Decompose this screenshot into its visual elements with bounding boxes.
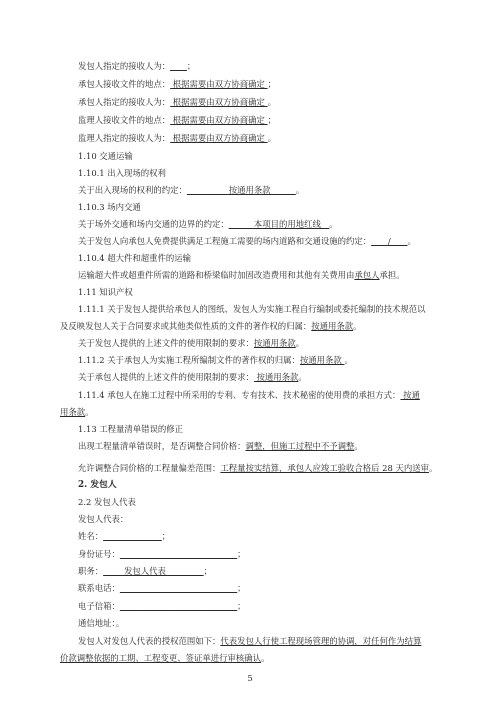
text-segment: 承包人指定的接收人为： <box>78 97 171 107</box>
underlined-text: 用条款 <box>60 407 86 417</box>
text-segment: 出现工程量清单错误时，是否调整合同价格： <box>78 441 246 451</box>
text-segment: 1.11.4 承包人在施工过程中所采用的专利、专有技术、技术秘密的使用费的承担方式： <box>78 390 401 400</box>
text-line <box>78 270 405 281</box>
text-segment: 1.10.4 超大件和超重件的运输 <box>78 253 192 263</box>
text-segment: 关于发包人向承包人免费提供满足工程施工需要的场内道路和交通设施的约定： <box>78 236 372 246</box>
underlined-text: 价款调整依据的工期、工程变更、签证单进行审核确认 <box>60 653 261 663</box>
text-line <box>78 79 276 90</box>
text-segment: 发包人代表： <box>78 514 129 524</box>
text-line <box>78 304 426 315</box>
text-line <box>78 566 212 577</box>
text-segment: 。 <box>428 463 438 473</box>
text-segment: 关于发包人提供的上述文件的使用限制的要求： <box>78 338 254 348</box>
text-segment: ； <box>267 79 276 89</box>
underlined-text: ____ <box>170 61 187 71</box>
text-segment: 。 <box>344 355 353 365</box>
text-segment: 发包人指定的接收人为： <box>78 61 171 71</box>
text-segment: 姓名： <box>78 531 104 541</box>
text-segment: 1.11 知识产权 <box>78 287 133 297</box>
underlined-text: 根据需要由双方协商确定 <box>170 133 268 143</box>
text-segment: 发包人对发包人代表的授权范围如下： <box>78 636 221 646</box>
text-segment: 。 <box>267 97 276 107</box>
text-line <box>78 601 246 612</box>
text-segment: 1.10.3 场内交通 <box>78 202 141 212</box>
text-line <box>60 321 362 332</box>
text-line <box>78 202 141 213</box>
text-segment: 1.13 工程量清单错误的修正 <box>78 424 184 434</box>
text-segment: 允许调整合同价格的工程量偏差范围： <box>78 463 221 473</box>
underlined-text: 调整，但施工过程中不予调整 <box>245 441 355 451</box>
text-segment: ； <box>186 61 196 71</box>
text-segment: 1.10.1 出入现场的权利 <box>78 168 166 178</box>
text-line <box>78 424 183 435</box>
underlined-text: 按通用条款 <box>253 372 299 382</box>
text-segment: 。 <box>115 618 125 628</box>
underlined-text: ____________________________ <box>119 549 238 559</box>
text-line <box>78 115 276 126</box>
text-line <box>60 653 269 664</box>
text-segment: 关于出入现场的权利的约定： <box>78 185 187 195</box>
text-line <box>78 253 191 264</box>
text-line <box>78 372 307 383</box>
text-segment: 。 <box>329 219 338 229</box>
text-line <box>78 185 304 196</box>
page-number: 5 <box>247 673 253 683</box>
underlined-text: 承包人 <box>354 270 380 280</box>
underlined-text: 按通用条款 <box>311 321 354 331</box>
text-segment: 。 <box>267 133 276 143</box>
text-segment: 承担。 <box>379 270 405 280</box>
text-segment: 2.2 发包人代表 <box>78 497 136 507</box>
text-segment: 。 <box>295 185 305 195</box>
underlined-text: 根据需要由双方协商确定 <box>170 115 268 125</box>
text-segment: 。 <box>261 653 270 663</box>
text-segment: 通信地址： <box>78 618 116 628</box>
text-segment: 。 <box>85 407 94 417</box>
text-segment: ； <box>237 601 246 611</box>
text-segment: 及反映发包人关于合同要求或其他类似性质的文件的著作权的归属： <box>60 321 312 331</box>
underlined-text: ____________________________ <box>119 583 238 593</box>
underlined-text: 按通 <box>400 390 420 400</box>
text-segment: 监理人接收文件的地点： <box>78 115 171 125</box>
text-segment: ； <box>203 566 212 576</box>
text-segment: 身份证号： <box>78 549 120 559</box>
text-segment: 。 <box>353 321 362 331</box>
text-line <box>78 355 353 366</box>
text-line <box>78 338 304 349</box>
text-segment: 1.11.2 关于承包人为实施工程所编制文件的著作权的归属： <box>78 355 300 365</box>
underlined-text: 工程量按实结算，承包人应竣工验收合格后 28 天内送审 <box>220 463 429 473</box>
underlined-text: 代表发包人行使工程现场管理的协调，对任何作为结算 <box>220 636 422 646</box>
underlined-text: ____________________________ <box>119 601 238 611</box>
text-line <box>78 549 246 560</box>
text-line <box>78 463 437 474</box>
underlined-text: _____发包人代表_________ <box>103 566 204 576</box>
underlined-text: 根据需要由双方协商确定 <box>170 97 268 107</box>
text-line <box>78 618 124 629</box>
underlined-text: __________按通用条款______ <box>186 185 296 195</box>
text-segment: 1.11.1 关于发包人提供给承包人的图纸、发包人为实施工程自行编制或委托编制的技术规范以 <box>78 304 426 314</box>
text-line <box>78 219 338 230</box>
text-segment: 1.10 交通运输 <box>78 151 133 161</box>
text-line <box>78 236 416 247</box>
text-segment: 。 <box>298 372 307 382</box>
underlined-text: ______本项目的用地红线__ <box>228 219 330 229</box>
text-line <box>78 168 166 179</box>
text-line <box>78 531 170 542</box>
text-line <box>78 133 276 144</box>
text-segment: 监理人指定的接收人为： <box>78 133 171 143</box>
text-segment: 。 <box>407 236 416 246</box>
text-segment: ； <box>267 115 276 125</box>
underlined-text: 按通用条款 <box>253 338 296 348</box>
text-segment: ； <box>237 549 246 559</box>
text-line <box>78 287 133 298</box>
text-segment: 。 <box>354 441 363 451</box>
text-line <box>78 480 117 491</box>
text-line <box>78 390 420 401</box>
text-line <box>78 583 246 594</box>
text-line <box>78 97 276 108</box>
underlined-text: 按通用条款 <box>299 355 345 365</box>
text-segment: ； <box>237 583 246 593</box>
text-line <box>60 407 94 418</box>
text-segment: 关于承包人提供的上述文件的使用限制的要求： <box>78 372 254 382</box>
text-segment: 电子信箱： <box>78 601 120 611</box>
text-segment: 联系电话： <box>78 583 120 593</box>
text-segment: 。 <box>295 338 305 348</box>
text-line <box>78 61 195 72</box>
text-segment: 运输超大件或超重件所需的道路和桥梁临时加固改造费用和其他有关费用由 <box>78 270 355 280</box>
text-segment: ； <box>161 531 171 541</box>
text-segment: 职务： <box>78 566 104 576</box>
text-line <box>78 514 128 525</box>
underlined-text: ______________ <box>103 531 162 541</box>
underlined-text: ____/____ <box>371 236 408 246</box>
text-line <box>78 441 363 452</box>
text-segment: 承包人接收文件的地点： <box>78 79 171 89</box>
text-line <box>78 636 421 647</box>
text-line <box>78 151 133 162</box>
text-segment: 关于场外交通和场内交通的边界的约定： <box>78 219 229 229</box>
text-line <box>78 497 136 508</box>
underlined-text: 根据需要由双方协商确定 <box>170 79 268 89</box>
text-segment: 2. 发包人 <box>78 480 117 490</box>
